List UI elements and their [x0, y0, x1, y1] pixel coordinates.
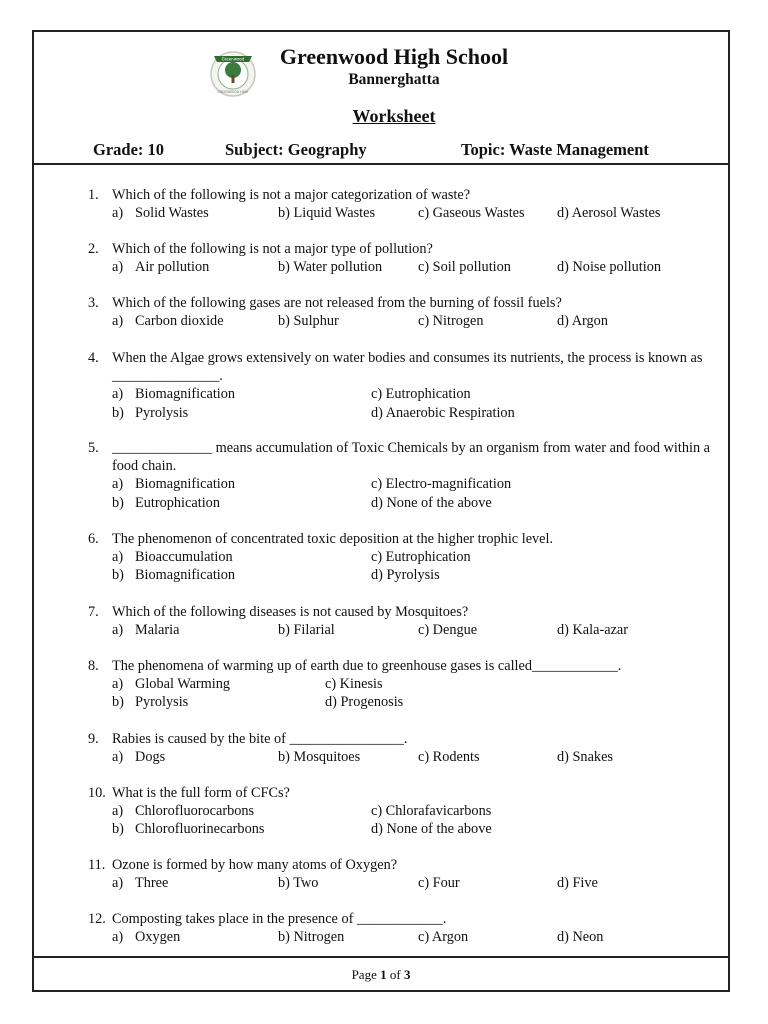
option-b: b) Two — [278, 875, 319, 892]
option-d: d) Anaerobic Respiration — [371, 404, 515, 421]
option-b: b) Nitrogen — [278, 929, 345, 946]
question-3 — [88, 294, 718, 330]
option-c: c) Kinesis — [325, 676, 383, 693]
question-number: 6. — [88, 531, 99, 547]
svg-text:GREENWOOD HIGH: GREENWOOD HIGH — [217, 90, 249, 94]
question-number: 9. — [88, 731, 99, 747]
option-b: Chlorofluorinecarbons — [135, 821, 265, 838]
option-letter: b) — [112, 404, 124, 421]
option-letter: b) — [112, 821, 124, 838]
worksheet-frame — [32, 30, 730, 992]
page-number — [34, 966, 728, 984]
grade-label: Grade: 10 — [93, 140, 165, 159]
option-c: c) Four — [418, 875, 460, 892]
question-1 — [88, 186, 718, 222]
question-text: ______________ means accumulation of Toxic Chemicals by an organism from water and food within a food chain. — [112, 440, 711, 475]
option-b: Pyrolysis — [135, 694, 189, 711]
topic-label: Topic: Waste Management — [461, 140, 649, 159]
question-10 — [88, 784, 718, 839]
option-a: Biomagnification — [135, 386, 236, 403]
option-b: b) Mosquitoes — [278, 749, 361, 766]
option-b: b) Sulphur — [278, 313, 339, 330]
option-letter: a) — [112, 929, 124, 946]
question-text: Which of the following is not a major categorization of waste? — [112, 187, 471, 203]
question-number: 8. — [88, 658, 99, 674]
question-text: What is the full form of CFCs? — [112, 785, 290, 801]
svg-text:Greenwood: Greenwood — [221, 56, 245, 62]
question-5 — [88, 439, 718, 512]
question-text: Which of the following is not a major type of pollution? — [112, 241, 433, 257]
footer-divider — [34, 956, 728, 958]
option-b: b) Water pollution — [278, 259, 383, 276]
option-c: c) Argon — [418, 929, 469, 946]
question-text: Ozone is formed by how many atoms of Oxygen? — [112, 857, 398, 873]
option-c: c) Nitrogen — [418, 313, 484, 330]
option-a: Air pollution — [135, 259, 210, 276]
question-text: Which of the following diseases is not caused by Mosquitoes? — [112, 604, 469, 620]
option-a: Global Warming — [135, 676, 231, 693]
option-d: d) Argon — [557, 313, 608, 330]
school-logo-icon — [208, 42, 258, 98]
option-letter: a) — [112, 205, 124, 222]
option-a: Dogs — [135, 749, 166, 766]
page-current: 1 — [380, 967, 387, 982]
option-c: c) Rodents — [418, 749, 480, 766]
question-8 — [88, 657, 718, 712]
question-text: Rabies is caused by the bite of ________________. — [112, 731, 408, 747]
subject-label: Subject: Geography — [225, 140, 367, 159]
option-letter: b) — [112, 494, 124, 511]
option-letter: a) — [112, 386, 124, 403]
option-a: Malaria — [135, 622, 180, 639]
option-c: c) Soil pollution — [418, 259, 511, 276]
option-letter: b) — [112, 567, 124, 584]
option-d: d) Five — [557, 875, 598, 892]
option-a: Bioaccumulation — [135, 549, 233, 566]
option-c: c) Eutrophication — [371, 386, 471, 403]
option-c: c) Gaseous Wastes — [418, 205, 525, 222]
question-text: Composting takes place in the presence of ____________. — [112, 911, 447, 927]
question-11 — [88, 856, 718, 892]
question-number: 4. — [88, 350, 99, 366]
option-letter: a) — [112, 549, 124, 566]
option-d: d) Neon — [557, 929, 604, 946]
option-letter: a) — [112, 476, 124, 493]
option-a: Solid Wastes — [135, 205, 209, 222]
option-b: Eutrophication — [135, 494, 220, 511]
question-7 — [88, 603, 718, 639]
worksheet-title: Worksheet — [352, 106, 436, 126]
question-number: 3. — [88, 295, 99, 311]
option-letter: a) — [112, 676, 124, 693]
question-text: The phenomenon of concentrated toxic deposition at the higher trophic level. — [112, 531, 554, 547]
page-label: Page — [351, 967, 377, 982]
option-letter: a) — [112, 622, 124, 639]
question-2 — [88, 240, 718, 276]
question-number: 5. — [88, 440, 99, 456]
question-4 — [88, 349, 718, 422]
question-6 — [88, 530, 718, 585]
question-number: 11. — [88, 857, 106, 873]
option-d: d) Aerosol Wastes — [557, 205, 661, 222]
option-b: b) Liquid Wastes — [278, 205, 376, 222]
option-letter: a) — [112, 749, 124, 766]
question-number: 10. — [88, 785, 106, 801]
option-c: c) Dengue — [418, 622, 478, 639]
option-d: d) None of the above — [371, 821, 492, 838]
question-text: The phenomena of warming up of earth due to greenhouse gases is called____________. — [112, 658, 622, 674]
option-b: Pyrolysis — [135, 404, 189, 421]
option-c: c) Electro-magnification — [371, 476, 512, 493]
question-9 — [88, 730, 718, 766]
option-a: Three — [135, 875, 169, 892]
option-letter: b) — [112, 694, 124, 711]
question-number: 7. — [88, 604, 99, 620]
question-number: 2. — [88, 241, 99, 257]
header-divider — [34, 163, 728, 165]
page-total: 3 — [403, 967, 411, 982]
option-a: Biomagnification — [135, 476, 236, 493]
school-name: Greenwood High School — [279, 44, 509, 69]
option-a: Carbon dioxide — [135, 313, 224, 330]
option-c: c) Chlorafavicarbons — [371, 803, 492, 820]
school-location: Bannerghatta — [348, 71, 440, 88]
of-label: of — [389, 967, 401, 982]
option-b: b) Filarial — [278, 622, 335, 639]
question-text: Which of the following gases are not released from the burning of fossil fuels? — [112, 295, 562, 311]
question-text: When the Algae grows extensively on water bodies and consumes its nutrients, the process is known as _______________. — [112, 350, 703, 385]
option-d: d) Progenosis — [325, 694, 404, 711]
option-c: c) Eutrophication — [371, 549, 471, 566]
option-letter: a) — [112, 803, 124, 820]
option-letter: a) — [112, 259, 124, 276]
option-d: d) Pyrolysis — [371, 567, 440, 584]
option-a: Oxygen — [135, 929, 181, 946]
option-a: Chlorofluorocarbons — [135, 803, 255, 820]
option-d: d) Noise pollution — [557, 259, 662, 276]
question-12 — [88, 910, 718, 946]
option-d: d) Snakes — [557, 749, 613, 766]
option-b: Biomagnification — [135, 567, 236, 584]
question-number: 12. — [88, 911, 106, 927]
option-d: d) Kala-azar — [557, 622, 629, 639]
option-d: d) None of the above — [371, 494, 492, 511]
question-number: 1. — [88, 187, 99, 203]
option-letter: a) — [112, 875, 124, 892]
option-letter: a) — [112, 313, 124, 330]
